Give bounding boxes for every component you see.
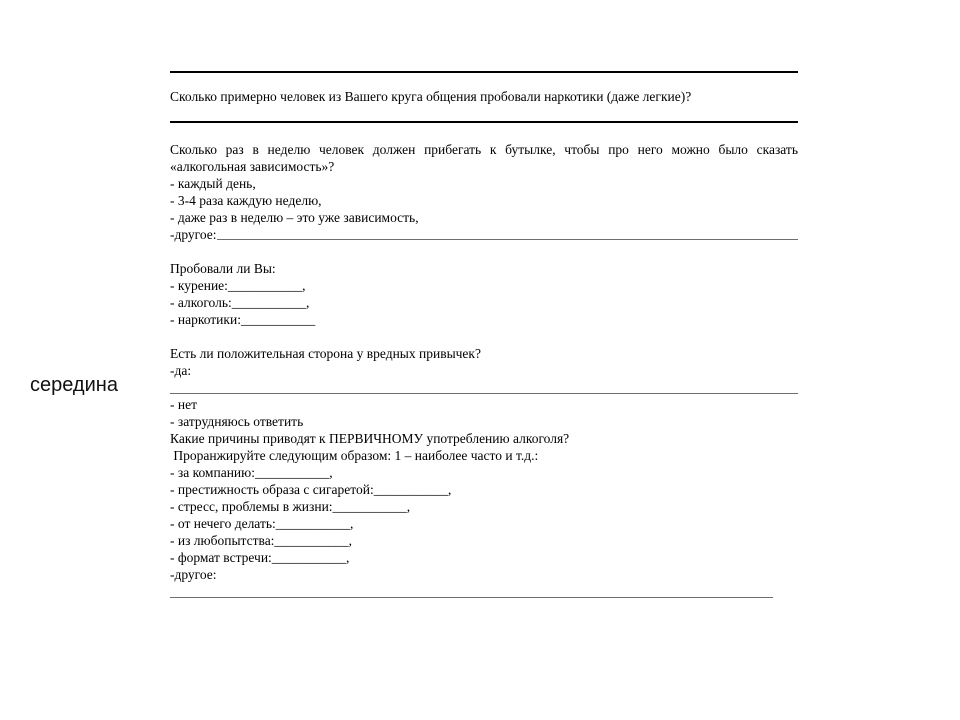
document-lines xyxy=(170,141,798,600)
doc-line: Пробовали ли Вы: xyxy=(170,261,276,276)
doc-line: - от нечего делать:___________, xyxy=(170,516,354,531)
doc-line: -другое: xyxy=(170,567,217,582)
doc-line: - каждый день, xyxy=(170,176,256,191)
doc-line: - алкоголь:___________, xyxy=(170,295,310,310)
questionnaire-page xyxy=(170,71,798,600)
blank-line xyxy=(170,243,798,260)
underline-stroke xyxy=(170,597,773,598)
doc-line-label: -другое: xyxy=(170,227,217,242)
doc-line: - затрудняюсь ответить xyxy=(170,414,304,429)
doc-line: «алкогольная зависимость»? xyxy=(170,159,335,174)
doc-line: - нет xyxy=(170,397,197,412)
doc-line: - наркотики:___________ xyxy=(170,312,316,327)
blank-line xyxy=(170,328,798,345)
fill-in-blank xyxy=(217,226,798,240)
answer-underline xyxy=(170,379,798,396)
doc-line: - 3-4 раза каждую неделю, xyxy=(170,193,322,208)
doc-line: - за компанию:___________, xyxy=(170,465,333,480)
doc-line: Есть ли положительная сторона у вредных привычек? xyxy=(170,346,481,361)
slide-position-label: середина xyxy=(30,374,118,396)
doc-line xyxy=(170,226,798,243)
underline-stroke xyxy=(170,393,798,394)
doc-line: - формат встречи:___________, xyxy=(170,550,350,565)
doc-line: -да: xyxy=(170,363,192,378)
answer-underline xyxy=(170,583,798,600)
doc-line: - престижность образа с сигаретой:___________, xyxy=(170,482,452,497)
doc-line: Проранжируйте следующим образом: 1 – наиболее часто и т.д.: xyxy=(170,448,539,463)
doc-line: - курение:___________, xyxy=(170,278,306,293)
doc-line: Какие причины приводят к ПЕРВИЧНОМУ употреблению алкоголя? xyxy=(170,431,570,446)
question-peers-drugs: Сколько примерно человек из Вашего круга общения пробовали наркотики (даже легкие)? xyxy=(170,89,692,104)
doc-line: Сколько раз в неделю человек должен прибегать к бутылке, чтобы про него можно было сказать xyxy=(170,142,798,157)
doc-line: - стресс, проблемы в жизни:___________, xyxy=(170,499,411,514)
doc-line: - из любопытства:___________, xyxy=(170,533,353,548)
document-rule-mid xyxy=(170,121,798,123)
doc-line: - даже раз в неделю – это уже зависимость, xyxy=(170,210,419,225)
